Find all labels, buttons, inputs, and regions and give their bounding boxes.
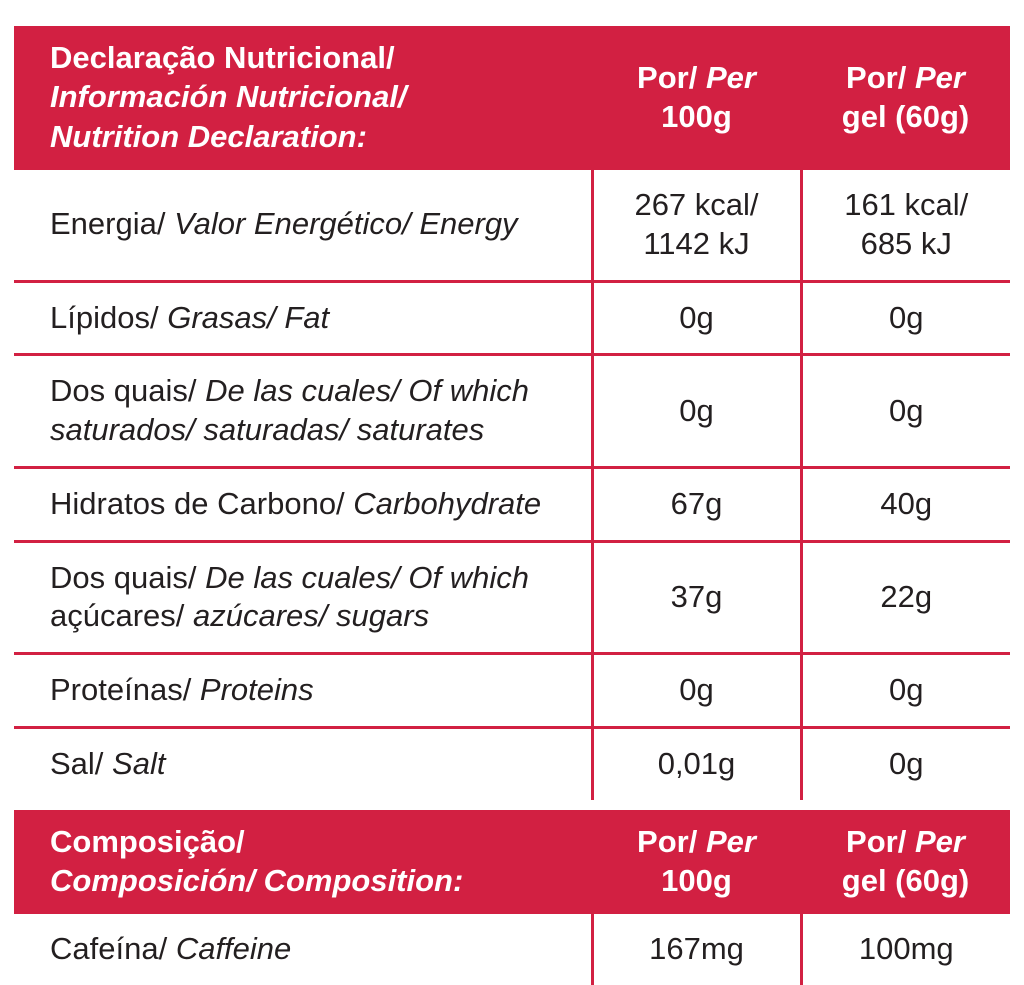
table-row [14,727,1010,799]
row-value-gel: 0g [801,281,1010,355]
row-label-plain: Hidratos de Carbono/ [50,485,354,521]
row-value-gel: 22g [801,541,1010,654]
table-row [14,654,1010,728]
row-value-100g [592,170,801,281]
table-row [14,281,1010,355]
row-label [14,170,592,281]
composition-header-col-gel-line-1 [807,822,1004,861]
per-text: Per [705,823,756,859]
nutrition-header-row [14,26,1010,170]
per-text: Per [914,59,965,95]
nutrition-header-col-gel-line-1 [807,58,1004,97]
nutrition-header-label [14,26,592,170]
row-label-italic-2: azúcares/ sugars [193,598,430,634]
per-text: Per [705,59,756,95]
row-value-100g: 0g [592,281,801,355]
row-value-100g-line-1: 267 kcal/ [634,187,759,223]
row-label-plain: Sal/ [50,745,113,781]
row-label [14,541,592,654]
row-value-gel: 40g [801,467,1010,541]
composition-header-line-1: Composição/ [50,823,245,859]
composition-header-col-100g-line-1 [598,822,795,861]
row-value-100g: 0,01g [592,727,801,799]
row-label-italic: Valor Energético/ Energy [174,206,518,242]
row-label-plain: Lípidos/ [50,299,168,335]
row-label-italic: De las cuales/ Of which [205,559,529,595]
row-label-italic: De las cuales/ Of which [205,373,529,409]
composition-header-row [14,810,1010,915]
row-label-italic: Proteins [199,672,314,708]
nutrition-header-line-2: Información Nutricional/ [50,79,407,115]
row-value-gel [801,170,1010,281]
por-text: Por/ [846,823,915,859]
row-label-italic: Carbohydrate [353,485,542,521]
row-label-italic: Caffeine [175,931,292,967]
row-value-gel: 0g [801,654,1010,728]
row-value-gel-line-1: 161 kcal/ [844,187,969,223]
row-label-plain: Energia/ [50,206,175,242]
composition-header-col-100g [592,810,801,915]
row-label [14,727,592,799]
per-text: Per [914,823,965,859]
composition-header-col-100g-line-2: 100g [661,862,732,898]
row-value-100g: 37g [592,541,801,654]
row-value-gel: 0g [889,745,924,781]
row-label-plain: Proteínas/ [50,672,200,708]
row-value-100g: 167mg [592,914,801,985]
row-label-italic-2: saturados/ saturadas/ saturates [50,412,485,448]
nutrition-header-col-100g-line-2: 100g [661,99,732,135]
section-spacer [14,800,1010,810]
row-value-100g: 0g [592,355,801,468]
por-text: Por/ [637,59,706,95]
row-value-100g-line-2: 1142 kJ [643,225,750,261]
row-value-gel: 0g [801,355,1010,468]
table-row [14,541,1010,654]
row-label-italic: Salt [112,745,166,781]
table-row [14,170,1010,281]
nutrition-header-col-100g [592,26,801,170]
row-label-plain: Dos quais/ [50,373,206,409]
nutrition-header-col-100g-line-1 [598,58,795,97]
table-row [14,355,1010,468]
composition-header-line-2: Composición/ Composition: [50,862,464,898]
composition-header-label [14,810,592,915]
nutrition-header-line-3: Nutrition Declaration: [50,118,367,154]
composition-header-col-gel [801,810,1010,915]
por-text: Por/ [846,59,915,95]
row-label [14,281,592,355]
table-row [14,467,1010,541]
row-label-plain-2: açúcares/ [50,598,194,634]
row-value-gel-line-2: 685 kJ [860,225,952,261]
row-label-italic: Grasas/ Fat [167,299,330,335]
nutrition-header-line-1: Declaração Nutricional/ [50,40,395,75]
row-label-plain: Cafeína/ [50,931,176,967]
nutrition-table [14,26,1010,985]
nutrition-header-col-gel-line-2: gel (60g) [841,99,970,135]
nutrition-header-col-gel [801,26,1010,170]
row-label [14,914,592,985]
table-row [14,914,1010,985]
row-value-gel: 100mg [858,931,954,967]
composition-header-col-gel-line-2: gel (60g) [841,862,970,898]
row-label [14,654,592,728]
row-value-100g: 67g [592,467,801,541]
row-label [14,467,592,541]
row-label [14,355,592,468]
por-text: Por/ [637,823,706,859]
row-value-100g: 0g [592,654,801,728]
row-label-plain: Dos quais/ [50,559,206,595]
